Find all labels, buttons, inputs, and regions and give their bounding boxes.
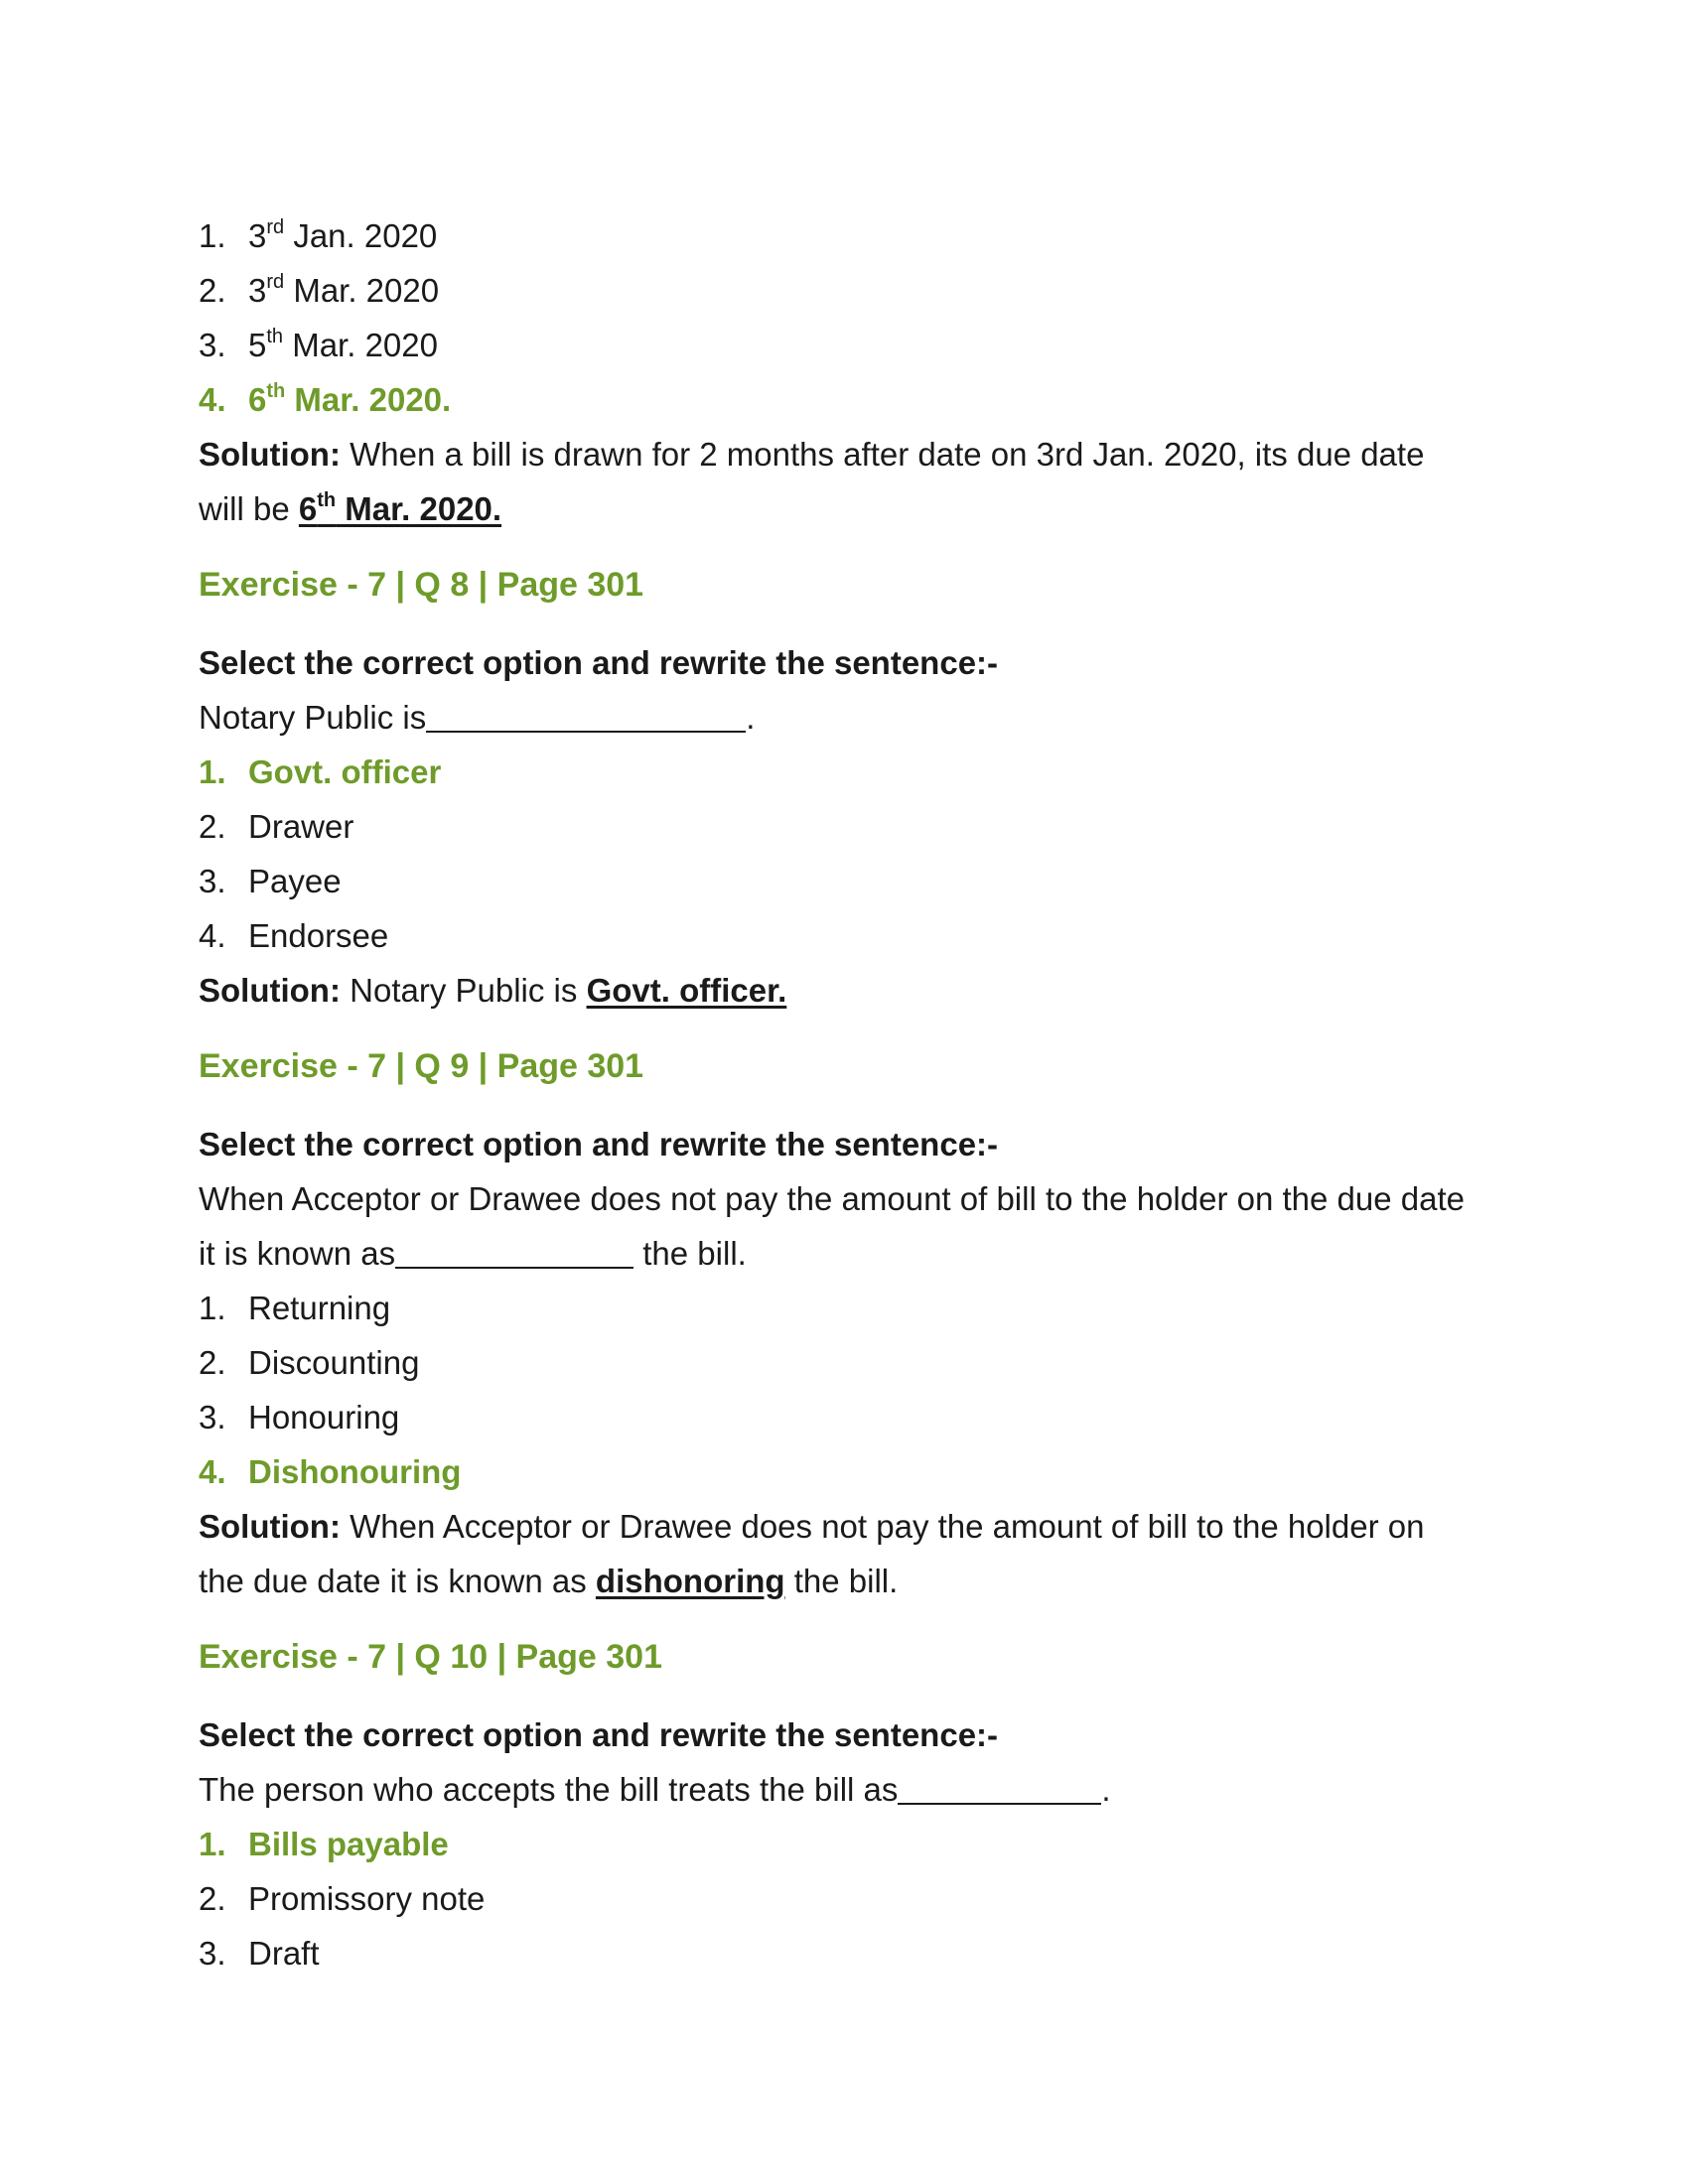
option-item: [199, 208, 1489, 263]
option-text: Dishonouring: [248, 1453, 462, 1490]
option-text: Honouring: [248, 1399, 400, 1435]
exercise-heading: Exercise - 7 | Q 9 | Page 301: [199, 1047, 644, 1085]
answer-blank: [898, 1767, 1101, 1805]
correct-option-item: [199, 372, 1489, 427]
option-text: Returning: [248, 1290, 391, 1326]
option-text: Drawer: [248, 808, 354, 845]
solution-line: [199, 427, 1489, 481]
option-text: 3rd Jan. 2020: [248, 216, 438, 254]
solution-answer: Govt. officer.: [586, 972, 787, 1009]
correct-option-item: [199, 1817, 1489, 1871]
option-number: 4.: [199, 917, 226, 954]
option-number: 4.: [199, 381, 226, 418]
option-text: Payee: [248, 863, 342, 899]
answer-blank: [426, 695, 746, 733]
question-text: When Acceptor or Drawee does not pay the amount of bill to the holder on the due date: [199, 1180, 1465, 1217]
exercise-heading: Exercise - 7 | Q 10 | Page 301: [199, 1638, 662, 1676]
solution-line: [199, 481, 1489, 536]
option-text: Draft: [248, 1935, 320, 1972]
correct-option-item: [199, 1444, 1489, 1499]
option-item: [199, 318, 1489, 372]
option-number: 2.: [199, 1880, 226, 1917]
question-text: it is known as the bill.: [199, 1226, 1489, 1281]
exercise-heading: Exercise - 7 | Q 8 | Page 301: [199, 566, 644, 604]
option-text: Promissory note: [248, 1880, 486, 1917]
solution-text: will be: [199, 490, 299, 527]
solution-text: the due date it is known as: [199, 1563, 596, 1599]
solution-line: [199, 963, 1489, 1018]
option-text: Govt. officer: [248, 753, 442, 790]
option-text: 3rd Mar. 2020: [248, 271, 440, 309]
correct-option-item: [199, 745, 1489, 799]
option-number: 3.: [199, 863, 226, 899]
option-item: [199, 799, 1489, 854]
solution-label: Solution:: [199, 972, 341, 1009]
option-number: 1.: [199, 1290, 226, 1326]
option-item: [199, 908, 1489, 963]
option-number: 1.: [199, 217, 226, 254]
option-item: [199, 854, 1489, 908]
option-item: [199, 1390, 1489, 1444]
option-text: Endorsee: [248, 917, 389, 954]
option-number: 2.: [199, 1344, 226, 1381]
option-number: 2.: [199, 808, 226, 845]
option-text: 6th Mar. 2020.: [248, 380, 452, 418]
option-number: 1.: [199, 1826, 226, 1862]
option-number: 3.: [199, 327, 226, 363]
question-text: Notary Public is .: [199, 690, 1489, 745]
solution-text: When Acceptor or Drawee does not pay the amount of bill to the holder on: [340, 1508, 1425, 1545]
document-page: [199, 208, 1489, 1980]
option-number: 3.: [199, 1399, 226, 1435]
solution-text: the bill.: [784, 1563, 899, 1599]
solution-label: Solution:: [199, 1508, 341, 1545]
solution-answer: 6th Mar. 2020.: [298, 489, 502, 527]
solution-label: Solution:: [199, 436, 341, 473]
solution-line: [199, 1499, 1489, 1554]
option-number: 2.: [199, 272, 226, 309]
option-item: [199, 1926, 1489, 1980]
option-number: 1.: [199, 753, 226, 790]
option-text: 5th Mar. 2020: [248, 326, 438, 363]
solution-text: When a bill is drawn for 2 months after date on 3rd Jan. 2020, its due date: [340, 436, 1425, 473]
question-instruction: Select the correct option and rewrite the sentence:-: [199, 1126, 999, 1162]
option-item: [199, 1281, 1489, 1335]
solution-answer: dishonoring: [595, 1563, 785, 1599]
option-number: 4.: [199, 1453, 226, 1490]
option-text: Discounting: [248, 1344, 420, 1381]
option-item: [199, 263, 1489, 318]
option-text: Bills payable: [248, 1826, 449, 1862]
solution-text: Notary Public is: [340, 972, 587, 1009]
question-instruction: Select the correct option and rewrite the sentence:-: [199, 1716, 999, 1753]
option-number: 3.: [199, 1935, 226, 1972]
solution-line: [199, 1554, 1489, 1608]
answer-blank: [395, 1231, 633, 1269]
option-item: [199, 1871, 1489, 1926]
question-text: The person who accepts the bill treats the bill as .: [199, 1762, 1489, 1817]
option-item: [199, 1335, 1489, 1390]
question-instruction: Select the correct option and rewrite the sentence:-: [199, 644, 999, 681]
